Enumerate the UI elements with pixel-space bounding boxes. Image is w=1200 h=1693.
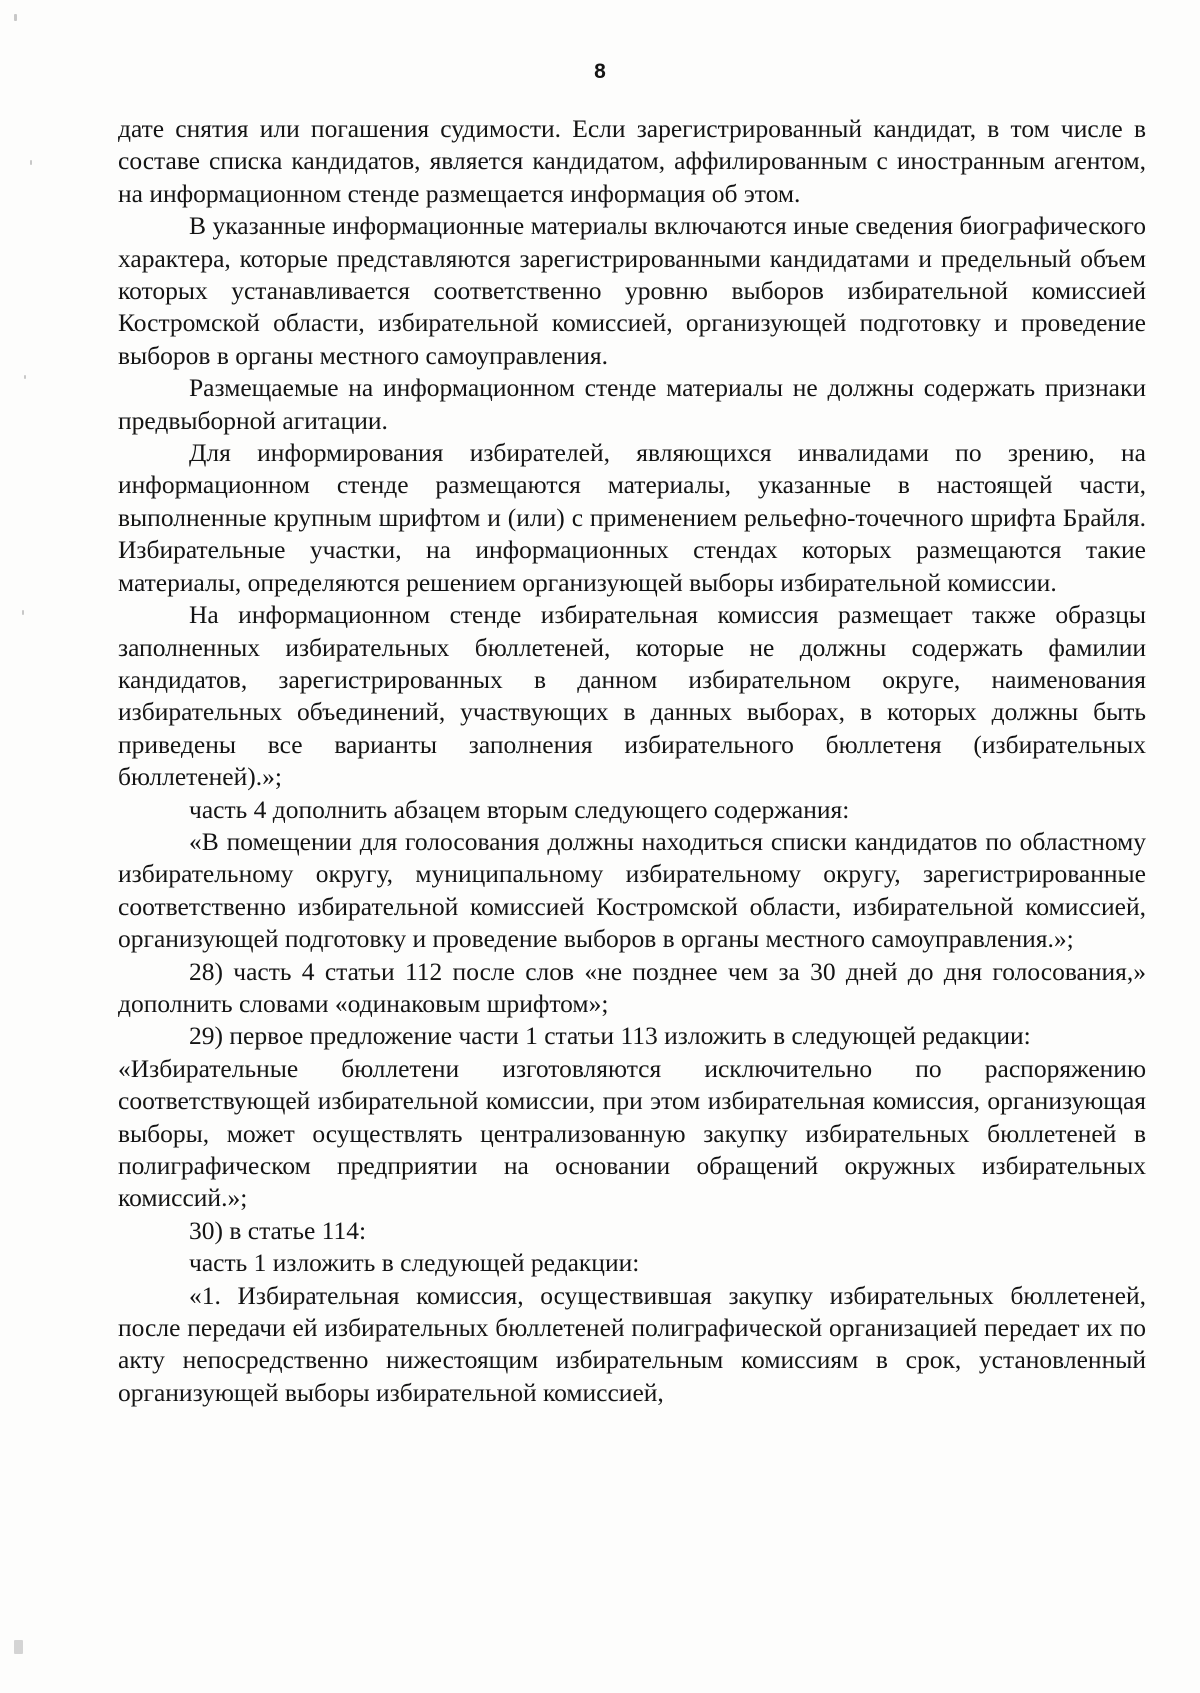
paragraph-12: часть 1 изложить в следующей редакции: [189,1248,640,1278]
paragraph-13: «1. Избирательная комиссия, осуществившая закупку избирательных бюллетеней, после передачи ей избирательных бюллетеней полиграфической организацией передает их по акту непосредственно нижестоящим избирательным комиссиям в срок, установленный организующей выборы избирательной комиссией, [118,1280,1146,1407]
paragraph-10: «Избирательные бюллетени изготовляются исключительно по распоряжению соответствующей избирательной комиссии, при этом избирательная комиссия, организующая выборы, может осуществлять централизованную закупку избирательных бюллетеней в полиграфическом предприятии на основании обращений окружных избирательных комиссий.»; [118,1053,1146,1213]
paragraph-2: В указанные информационные материалы включаются иные сведения биографического характера, которые представляются зарегистрированными кандидатами и предельный объем которых устанавливается соответственно уровню выборов избирательной комиссией Костромской области, избирательной комиссией, организующей подготовку и проведение выборов в органы местного самоуправления. [118,211,1146,370]
paragraph-7: «В помещении для голосования должны находиться списки кандидатов по областному избирательному округу, муниципальному избирательному округу, зарегистрированные соответственно избирательной комиссией Костромской области, избирательной комиссией, организующей подготовку и проведение выборов в органы местного самоуправления.»; [118,826,1146,954]
paragraph-4: Для информирования избирателей, являющихся инвалидами по зрению, на информационном стенде размещаются материалы, указанные в настоящей части, выполненные крупным шрифтом и (или) с применением рельефно-точечного шрифта Брайля. Избирательные участки, на информационных стендах которых размещаются такие материалы, определяются решением организующей выборы избирательной комиссии. [118,438,1146,597]
paragraph-1: дате снятия или погашения судимости. Если зарегистрированный кандидат, в том числе в составе списка кандидатов, является кандидатом, аффилированным с иностранным агентом, на информационном стенде размещается информация об этом. [118,114,1146,208]
paragraph-3: Размещаемые на информационном стенде материалы не должны содержать признаки предвыборной агитации. [118,373,1146,435]
paragraph-9: 29) первое предложение части 1 статьи 113 изложить в следующей редакции: [189,1021,1031,1051]
scan-artifact [14,1640,23,1654]
scan-artifact [24,375,26,379]
page-number: 8 [594,60,606,83]
scan-artifact [30,160,32,165]
paragraph-5: На информационном стенде избирательная комиссия размещает также образцы заполненных избирательных бюллетеней, которые не должны содержать фамилии кандидатов, зарегистрированных в данном избирательном округе, наименования избирательных объединений, участвующих в данных выборах, в которых должны быть приведены все варианты заполнения избирательного бюллетеня (избирательных бюллетеней).»; [118,600,1146,792]
document-body [118,113,1146,1409]
paragraph-6: часть 4 дополнить абзацем вторым следующего содержания: [189,794,850,824]
scan-artifact [14,14,17,21]
scan-artifact [22,610,24,615]
paragraph-8: 28) часть 4 статьи 112 после слов «не позднее чем за 30 дней до дня голосования,» дополнить словами «одинаковым шрифтом»; [118,956,1146,1018]
paragraph-11: 30) в статье 114: [189,1215,367,1245]
